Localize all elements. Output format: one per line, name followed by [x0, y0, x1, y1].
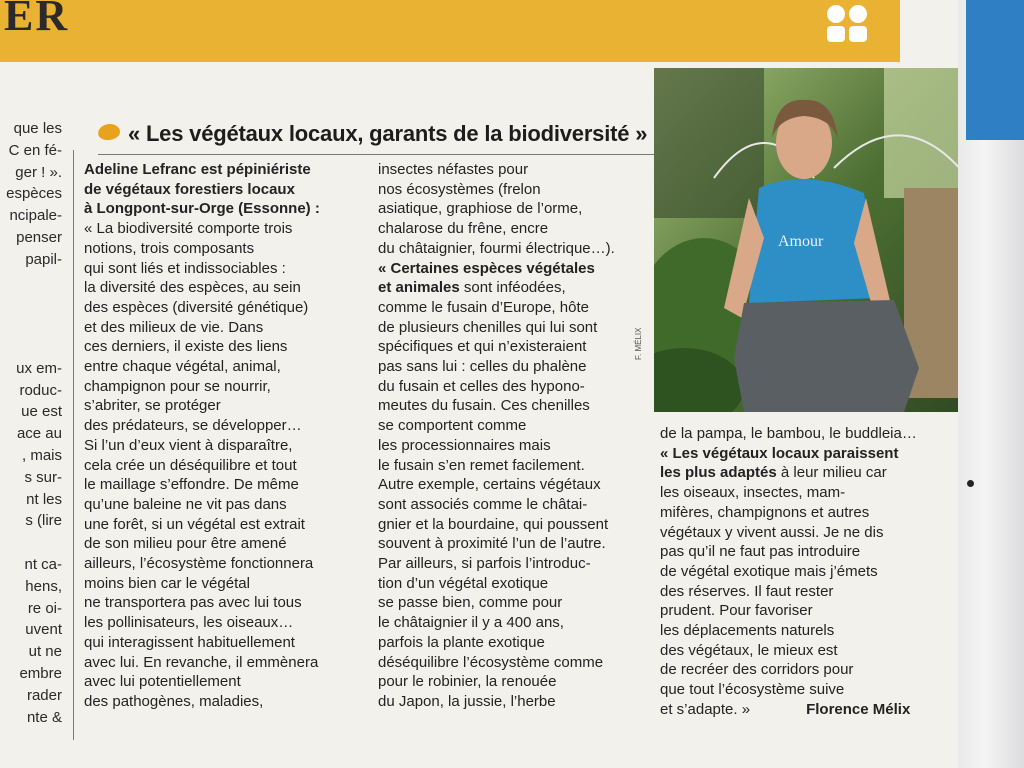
- article-column-1: [84, 160, 364, 712]
- column-3-body: [660, 483, 950, 700]
- column-2-line: se passe bien, comme pour: [378, 594, 563, 612]
- highlight-tail: sont inféodées,: [459, 279, 566, 297]
- column-2-line: chalarose du frêne, encre: [378, 220, 549, 238]
- column-2-part-b: [378, 298, 648, 712]
- column-1-line: cela crée un déséquilibre et tout: [84, 456, 297, 474]
- highlight-tail: à leur milieu car: [776, 464, 887, 482]
- column-2-part-a: [378, 160, 648, 259]
- column-2-line: souvent à proximité l’un de l’autre.: [378, 535, 606, 553]
- column-2-line: parfois la plante exotique: [378, 633, 545, 651]
- column-2-line: sont associés comme le châtai-: [378, 495, 588, 513]
- column-2-line: les processionnaires mais: [378, 436, 551, 454]
- column-1-line: ces derniers, il existe des liens: [84, 338, 288, 356]
- column-2-line: meutes du fusain. Ces chenilles: [378, 397, 590, 415]
- fragment-line: nte &: [26, 708, 62, 726]
- section-logo-icon: [822, 2, 878, 46]
- column-1-line: ailleurs, l’écosystème fonctionnera: [84, 555, 314, 573]
- column-1-line: une forêt, si un végétal est extrait: [84, 515, 305, 533]
- column-2-line: déséquilibre l’écosystème comme: [378, 653, 604, 671]
- next-page-blue-block: [966, 0, 1024, 140]
- article-column-2: [378, 160, 648, 712]
- author-signature: Florence Mélix: [806, 700, 911, 718]
- highlight-text: les plus adaptés: [660, 464, 777, 482]
- column-2-line: insectes néfastes pour: [378, 161, 529, 178]
- fragment-line: espèces: [6, 185, 62, 203]
- fragment-line: ger ! ».: [15, 163, 62, 181]
- column-2-line: du fusain et celles des hypono-: [378, 377, 585, 395]
- column-2-line: Par ailleurs, si parfois l’introduc-: [378, 555, 591, 573]
- intro-line: de végétaux forestiers locaux: [84, 180, 295, 198]
- column-3-line: des réserves. Il faut rester: [660, 582, 834, 600]
- column-2-line: tion d’un végétal exotique: [378, 574, 549, 592]
- column-3-line: de végétal exotique mais j’émets: [660, 562, 878, 580]
- fragment-line: embre: [19, 665, 62, 682]
- column-1-line: des prédateurs, se développer…: [84, 417, 302, 435]
- column-1-line: la diversité des espèces, au sein: [84, 279, 301, 297]
- column-1-line: ne transportera pas avec lui tous: [84, 594, 302, 612]
- column-3-line: mifères, champignons et autres: [660, 503, 870, 521]
- column-1-line: « La biodiversité comporte trois: [84, 220, 293, 238]
- highlight-text: « Les végétaux locaux paraissent: [660, 444, 899, 462]
- highlight-text: « Certaines espèces végétales: [378, 259, 595, 277]
- intro-line: à Longpont-sur-Orge (Essonne) :: [84, 200, 320, 218]
- column-1-line: avec lui potentiellement: [84, 673, 241, 691]
- headline-marker-icon: [97, 123, 121, 142]
- closing-text: et s’adapte. »: [660, 700, 751, 718]
- column-2-line: se comportent comme: [378, 417, 527, 435]
- column-3-line: de recréer des corridors pour: [660, 661, 854, 679]
- column-2-line: pour le robinier, la renouée: [378, 673, 557, 691]
- fragment-line: uvent: [25, 621, 62, 639]
- column-1-line: les pollinisateurs, les oiseaux…: [84, 614, 294, 632]
- column-1-line: des espèces (diversité génétique): [84, 298, 309, 316]
- column-1-line: qui sont liés et indissociables :: [84, 259, 286, 277]
- column-1-line: de son milieu pour être amené: [84, 535, 287, 553]
- column-2-line: asiatique, graphiose de l’orme,: [378, 200, 583, 218]
- highlight-line: [660, 463, 950, 483]
- column-1-line: s’abriter, se protéger: [84, 397, 221, 415]
- column-3-line: les oiseaux, insectes, mam-: [660, 484, 846, 502]
- fragment-line: s (lire: [25, 512, 62, 530]
- fragment-line: ncipale-: [9, 207, 62, 225]
- column-2-line: pas sans lui : celles du phalène: [378, 358, 587, 376]
- column-3-line: des végétaux, le mieux est: [660, 641, 838, 659]
- photo-credit: F. MÉLIX: [634, 327, 643, 360]
- highlight-line: [378, 259, 648, 279]
- fragment-line: ue est: [21, 403, 62, 421]
- column-1-line: des pathogènes, maladies,: [84, 692, 264, 710]
- portrait-photo: [654, 68, 968, 412]
- fragment-line: penser: [16, 229, 62, 246]
- column-2-line: spécifiques et qui n’existeraient: [378, 338, 587, 356]
- column-1-line: avec lui. En revanche, il emmènera: [84, 653, 319, 671]
- column-3-line: végétaux y vivent aussi. Je ne dis: [660, 523, 884, 541]
- fragment-line: C en fé-: [8, 141, 62, 159]
- column-1-line: champignon pour se nourrir,: [84, 377, 271, 395]
- section-title-fragment: ER: [4, 0, 70, 40]
- column-1-line: le maillage s’effondre. De même: [84, 476, 299, 494]
- highlight-line: [660, 444, 950, 464]
- column-2-line: nos écosystèmes (frelon: [378, 180, 541, 198]
- column-3-line: prudent. Pour favoriser: [660, 602, 813, 620]
- column-2-line: le fusain s’en remet facilement.: [378, 456, 585, 474]
- column-3-line: les déplacements naturels: [660, 622, 835, 640]
- fragment-line: s sur-: [24, 468, 62, 486]
- headline-rule: [98, 154, 698, 155]
- column-1-body: [84, 219, 364, 712]
- column-2-line: du Japon, la jussie, l’herbe: [378, 692, 556, 710]
- section-header-band: [0, 0, 900, 62]
- fragment-line: re oi-: [27, 599, 62, 617]
- highlight-text: et animales: [378, 279, 460, 297]
- article-column-3: [660, 424, 950, 720]
- column-1-line: qui interagissent habituellement: [84, 633, 295, 651]
- shirt-text: Amour: [778, 233, 824, 250]
- closing-line: [660, 700, 950, 720]
- column-3-line: que tout l’écosystème suive: [660, 681, 845, 699]
- column-1-line: et des milieux de vie. Dans: [84, 318, 264, 336]
- column-divider: [73, 150, 74, 740]
- fragment-line: nt les: [26, 490, 62, 508]
- fragment-line: roduc-: [19, 381, 62, 399]
- column-3-line: de la pampa, le bambou, le buddleia…: [660, 425, 917, 442]
- column-3-line: pas qu’il ne faut pas introduire: [660, 543, 861, 561]
- column-2-line: gnier et la bourdaine, qui poussent: [378, 515, 609, 533]
- fragment-line: nt ca-: [24, 556, 62, 573]
- fragment-line: , mais: [21, 447, 62, 464]
- column-1-line: qu’une baleine ne vit pas dans: [84, 495, 287, 513]
- page-dot: [967, 480, 974, 487]
- fragment-line: ut ne: [28, 643, 62, 661]
- fragment-line: hens,: [25, 577, 62, 595]
- fragment-line: que les: [13, 120, 62, 137]
- fragment-line: rader: [26, 686, 62, 704]
- fragment-line: papil-: [25, 250, 62, 268]
- column-1-line: entre chaque végétal, animal,: [84, 358, 281, 376]
- fragment-line: ux em-: [16, 359, 62, 377]
- column-1-line: notions, trois composants: [84, 239, 255, 257]
- fragment-line: ace au: [16, 425, 62, 443]
- article-headline: « Les végétaux locaux, garants de la biodiversité »: [128, 121, 648, 146]
- intro-line: Adeline Lefranc est pépiniériste: [84, 161, 311, 178]
- column-1-line: moins bien car le végétal: [84, 574, 250, 592]
- column-2-line: comme le fusain d’Europe, hôte: [378, 298, 589, 316]
- column-2-line: du châtaignier, fourmi électrique…).: [378, 239, 615, 257]
- column-2-line: Autre exemple, certains végétaux: [378, 476, 601, 494]
- column-2-line: le châtaignier il y a 400 ans,: [378, 614, 564, 632]
- column-2-line: de plusieurs chenilles qui lui sont: [378, 318, 598, 336]
- highlight-line: [378, 278, 648, 298]
- column-1-line: Si l’un d’eux vient à disparaître,: [84, 436, 293, 454]
